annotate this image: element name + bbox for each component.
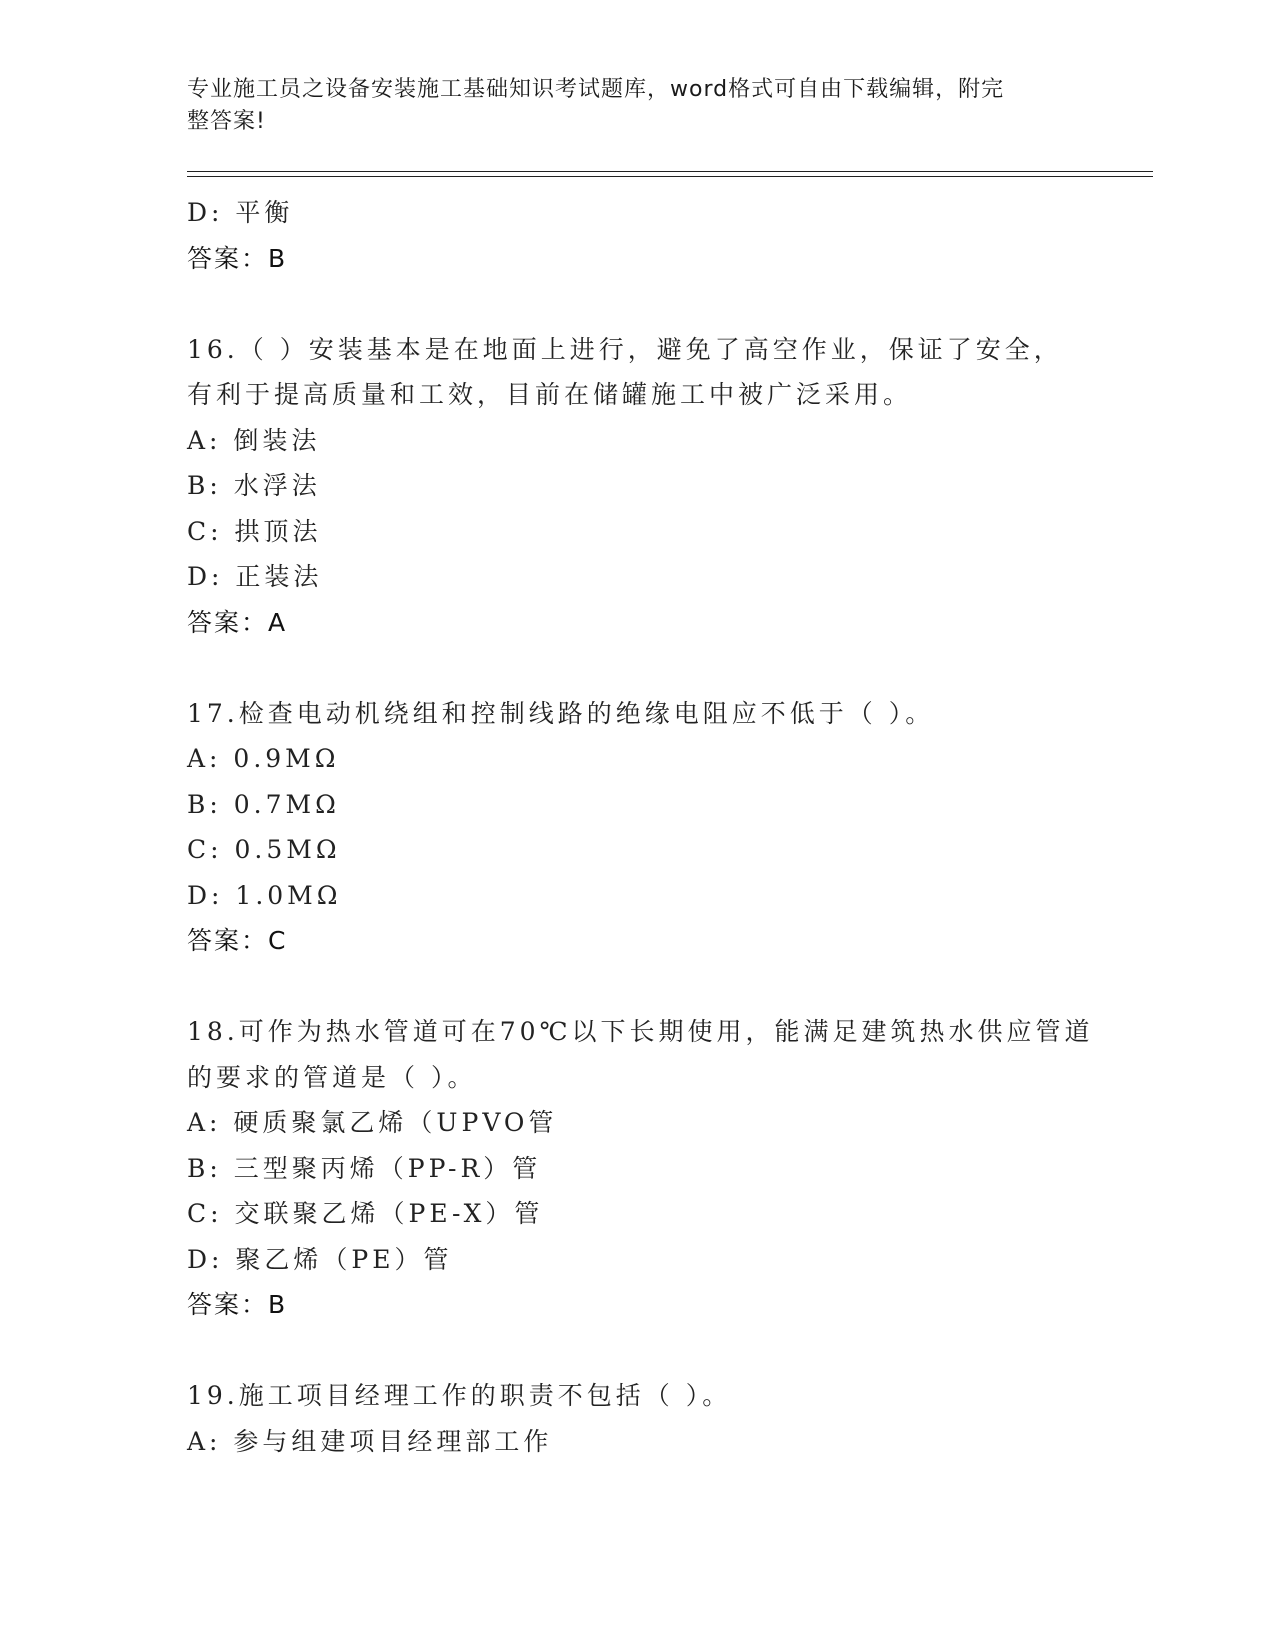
document-header <box>187 74 1067 138</box>
option-b-16: B: 水浮法 <box>187 471 321 500</box>
spacer <box>187 964 1087 1010</box>
option-c-16: C: 拱顶法 <box>187 516 322 546</box>
option-d-18: D: 聚乙烯（PE）管 <box>187 1244 453 1274</box>
header-line-2: 整答案! <box>187 109 266 134</box>
question-content <box>187 190 1094 1464</box>
spacer <box>187 281 1087 327</box>
option-a-18: A: 硬质聚氯乙烯（UPVO管 <box>187 1108 558 1137</box>
spacer <box>187 645 1087 691</box>
spacer <box>187 1328 1087 1374</box>
question-18-line-1: 18.可作为热水管道可在70℃以下长期使用，能满足建筑热水供应管道 <box>187 1017 1094 1046</box>
option-c-17: C: 0.5MΩ <box>187 835 341 864</box>
option-c-18: C: 交联聚乙烯（PE-X）管 <box>187 1199 544 1228</box>
option-d-17: D: 1.0MΩ <box>187 880 342 910</box>
option-a-16: A: 倒装法 <box>187 425 321 455</box>
answer-15: 答案：B <box>187 243 288 273</box>
question-16-line-1: 16.（ ）安装基本是在地面上进行，避免了高空作业，保证了安全， <box>187 334 1063 364</box>
header-divider-top <box>187 171 1153 172</box>
question-19: 19.施工项目经理工作的职责不包括（ ）。 <box>187 1381 732 1410</box>
answer-16: 答案：A <box>187 607 288 637</box>
option-a-19: A: 参与组建项目经理部工作 <box>187 1426 553 1456</box>
option-d-15: D: 平衡 <box>187 198 294 227</box>
question-18-line-2: 的要求的管道是（ ）。 <box>187 1062 477 1092</box>
question-16-line-2: 有利于提高质量和工效，目前在储罐施工中被广泛采用。 <box>187 380 913 409</box>
answer-17: 答案：C <box>187 926 288 955</box>
header-divider-bottom <box>187 176 1153 177</box>
question-17: 17.检查电动机绕组和控制线路的绝缘电阻应不低于（ ）。 <box>187 698 935 728</box>
option-b-18: B: 三型聚丙烯（PP-R）管 <box>187 1153 542 1183</box>
option-b-17: B: 0.7MΩ <box>187 789 340 819</box>
header-line-1: 专业施工员之设备安装施工基础知识考试题库，word格式可自由下载编辑，附完 <box>187 77 1005 102</box>
option-d-16: D: 正装法 <box>187 562 323 591</box>
answer-18: 答案：B <box>187 1290 288 1319</box>
option-a-17: A: 0.9MΩ <box>187 744 340 773</box>
